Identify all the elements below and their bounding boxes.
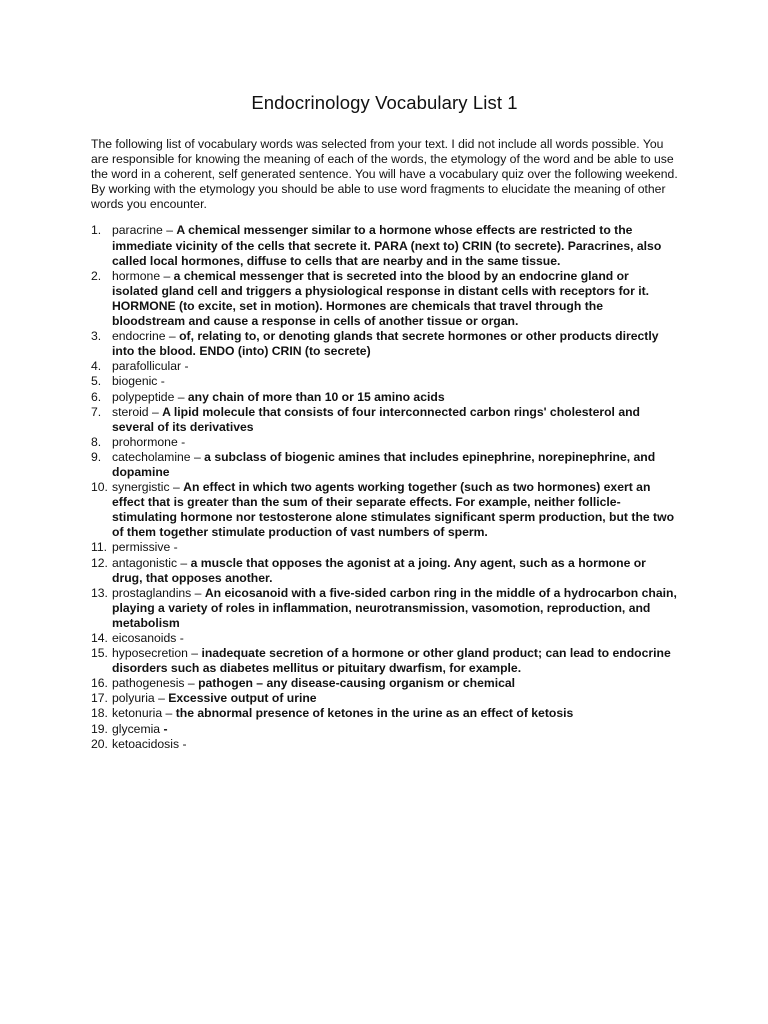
list-item [91, 540, 678, 555]
item-number: 19. [91, 721, 108, 736]
term-separator: – [162, 706, 176, 721]
vocab-term: polyuria [112, 691, 155, 706]
list-item [91, 691, 678, 706]
term-separator: - [177, 434, 186, 449]
vocab-definition: pathogen – any disease-causing organism or chemical [198, 676, 516, 691]
term-separator: – [191, 585, 205, 600]
vocab-definition: An eicosanoid with a five-sided carbon ring in the middle of a hydrocarbon chain, playing a variety of roles in inflammation, neurotransmission, vasomotion, reproduction, and metabolism [112, 585, 677, 630]
item-number: 2. [91, 268, 102, 283]
list-item [91, 631, 678, 646]
item-number: 14. [91, 631, 108, 645]
vocab-definition: a chemical messenger that is secreted into the blood by an endocrine gland or isolated gland cell and triggers a physiological response in distant cells with receptors for it. HORMONE (to excite, set in motion). Hormones are chemicals that travel through the bloodstream and cause a response in cells of another tissue or organ. [112, 268, 650, 329]
vocab-term: paracrine [112, 223, 163, 238]
list-item [91, 374, 678, 389]
term-separator: – [162, 223, 177, 238]
list-item [91, 480, 678, 540]
item-number: 18. [91, 706, 108, 721]
item-number: 5. [91, 374, 102, 389]
list-item [91, 269, 678, 329]
intro-paragraph: The following list of vocabulary words was selected from your text. I did not include all words possible. You are responsible for knowing the meaning of each of the words, the etymology of the word and be able to use the word in a coherent, self generated sentence. You will have a vocabulary quiz over the following weekend. By working with the etymology you should be able to use word fragments to elucidate the meaning of other words you encounter. [91, 137, 678, 212]
vocab-definition: the abnormal presence of ketones in the urine as an effect of ketosis [175, 706, 574, 721]
list-item [91, 737, 678, 752]
term-separator: - [176, 631, 184, 645]
item-number: 1. [91, 223, 102, 238]
list-item [91, 405, 678, 435]
vocab-definition: inadequate secretion of a hormone or other gland product; can lead to endocrine disorders such as diabetes mellitus or pituitary dwarfism, for example. [112, 646, 671, 676]
list-item [91, 223, 678, 268]
list-item [91, 450, 678, 480]
item-number: 9. [91, 449, 102, 464]
vocab-definition: of, relating to, or denoting glands that secrete hormones or other products directly into the blood. ENDO (into) CRIN (to secrete) [112, 329, 659, 359]
term-separator: - [170, 540, 178, 555]
vocabulary-list [91, 223, 678, 751]
list-item [91, 706, 678, 721]
item-number: 16. [91, 676, 108, 691]
item-number: 20. [91, 736, 108, 751]
term-separator: - [181, 359, 189, 374]
page-title: Endocrinology Vocabulary List 1 [251, 92, 518, 113]
list-item [91, 646, 678, 676]
vocab-definition: any chain of more than 10 or 15 amino acids [187, 389, 445, 404]
vocab-term: prostaglandins [112, 585, 192, 600]
item-number: 11. [91, 540, 108, 555]
vocab-term: eicosanoids [112, 631, 177, 645]
term-separator: – [184, 676, 199, 691]
list-item [91, 359, 678, 374]
list-item [91, 390, 678, 405]
vocab-term: pathogenesis [112, 676, 185, 691]
vocab-term: parafollicular [112, 359, 182, 374]
list-item [91, 722, 678, 737]
term-separator: - [157, 374, 165, 389]
item-number: 7. [91, 404, 102, 419]
vocab-term: synergistic [112, 480, 170, 495]
term-separator: – [177, 555, 191, 570]
item-number: 10. [91, 480, 108, 495]
term-separator: – [187, 646, 202, 661]
item-number: 15. [91, 646, 108, 661]
vocab-term: polypeptide [112, 389, 175, 404]
term-separator: – [169, 480, 184, 495]
list-item [91, 586, 678, 631]
vocab-definition: An effect in which two agents working together (such as two hormones) exert an effect that is greater than the sum of their separate effects. For example, neither follicle-stimulating hormone nor testosterone alone stimulates significant sperm production, but the two of them together stimulate production of vast numbers of sperm. [112, 480, 675, 540]
list-item [91, 329, 678, 359]
vocab-term: ketonuria [112, 706, 163, 721]
vocab-term: permissive [112, 540, 171, 555]
list-item [91, 556, 678, 586]
vocab-definition: a muscle that opposes the agonist at a joing. Any agent, such as a hormone or drug, that opposes another. [112, 555, 646, 585]
vocab-definition: a subclass of biogenic amines that includes epinephrine, norepinephrine, and dopamine [112, 449, 656, 479]
item-number: 8. [91, 434, 102, 449]
vocab-definition: A lipid molecule that consists of four interconnected carbon rings' cholesterol and several of its derivatives [112, 404, 640, 434]
list-item [91, 676, 678, 691]
list-item [91, 435, 678, 450]
item-number: 12. [91, 555, 108, 570]
vocab-definition: - [163, 721, 168, 736]
term-separator: – [160, 268, 174, 283]
item-number: 17. [91, 691, 108, 706]
vocab-term: biogenic [112, 374, 158, 389]
item-number: 6. [91, 389, 102, 404]
vocab-term: ketoacidosis [112, 736, 180, 751]
vocab-term: catecholamine [112, 449, 191, 464]
vocab-term: hormone [112, 268, 161, 283]
term-separator: – [190, 449, 205, 464]
vocab-definition: A chemical messenger similar to a hormone whose effects are restricted to the immediate vicinity of the cells that secrete it. PARA (next to) CRIN (to secrete). Paracrines, also called local hormones, diffuse to cells that are nearby and in the same tissue. [112, 223, 662, 268]
item-number: 13. [91, 585, 108, 600]
item-number: 3. [91, 329, 102, 344]
term-separator: – [154, 691, 169, 706]
vocab-term: antagonistic [112, 555, 178, 570]
vocab-term: endocrine [112, 329, 166, 344]
vocab-definition: Excessive output of urine [168, 691, 317, 706]
term-separator: - [179, 736, 187, 751]
term-separator: – [174, 389, 188, 404]
vocab-term: steroid [112, 404, 149, 419]
vocab-term: hyposecretion [112, 646, 188, 661]
item-number: 4. [91, 359, 102, 374]
term-separator: – [165, 329, 180, 344]
vocab-term: glycemia [112, 721, 161, 736]
vocab-term: prohormone [112, 434, 178, 449]
term-separator: – [148, 404, 163, 419]
